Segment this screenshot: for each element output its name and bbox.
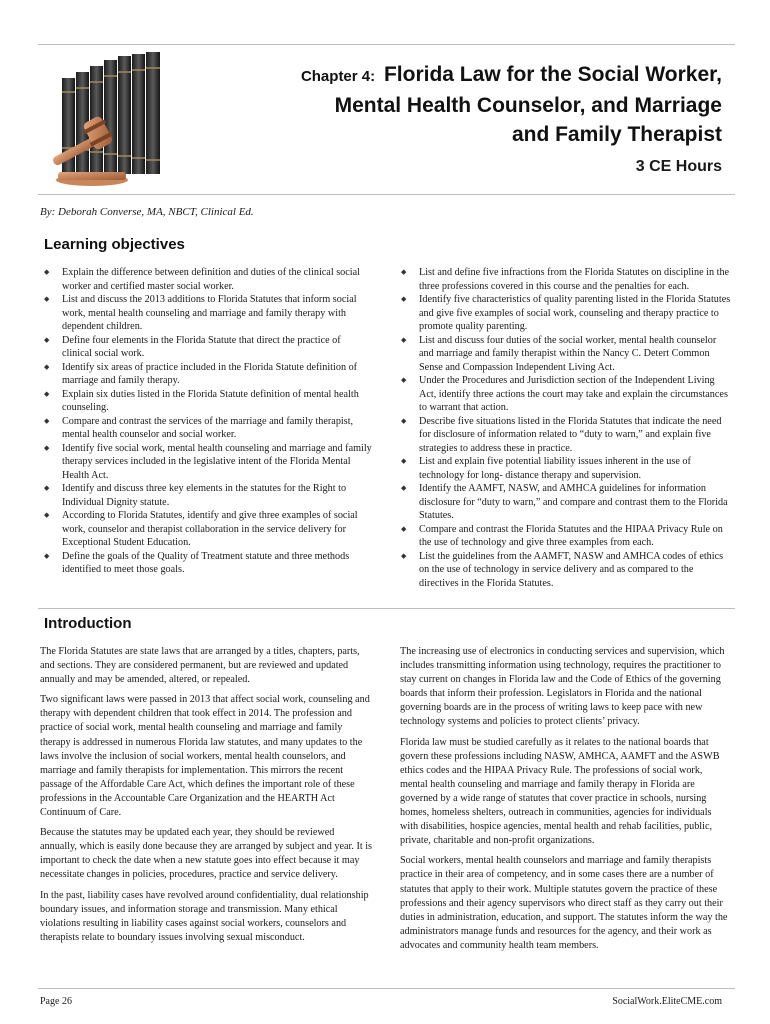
books-and-gavel-icon bbox=[40, 48, 180, 188]
diamond-bullet-icon: ◆ bbox=[401, 376, 407, 384]
list-item: ◆ List and explain five potential liability issues inherent in the use of technology for long- distance therapy and supervision. bbox=[401, 456, 691, 481]
introduction-column-right bbox=[400, 645, 730, 959]
diamond-bullet-icon: ◆ bbox=[44, 551, 50, 560]
site-name: SocialWork.EliteCME.com bbox=[612, 996, 722, 1007]
chapter-label: Chapter 4: bbox=[300, 68, 376, 85]
list-item: ◆ Identify six areas of practice included in the Florida Statute definition of marriage and family therapy. bbox=[44, 361, 358, 386]
diamond-bullet-icon: ◆ bbox=[44, 443, 50, 452]
diamond-bullet-icon: ◆ bbox=[401, 416, 407, 425]
introduction-column-left bbox=[40, 645, 372, 951]
title-line-1: Florida Law for the Social Worker, bbox=[383, 63, 722, 86]
list-item: ◆ List and discuss the 2013 additions to Florida Statutes that inform social work, mental health counseling and marriage and family therapy with dependent children. bbox=[44, 294, 357, 332]
page-number: Page 26 bbox=[40, 996, 72, 1007]
list-item: ◆ List and discuss four duties of the social worker, mental health counselor and marriage and family therapist within the Nancy C. Detert Common Sense and Compassion Independent Living Act. bbox=[401, 334, 717, 373]
diamond-bullet-icon: ◆ bbox=[44, 511, 50, 519]
objectives-list-right bbox=[397, 266, 731, 590]
diamond-bullet-icon: ◆ bbox=[44, 268, 50, 276]
diamond-bullet-icon: ◆ bbox=[401, 484, 407, 492]
paragraph: In the past, liability cases have revolved around confidentiality, dual relationship boundary issues, and information storage and transmission. Many ethical violations resulting in liability cases against social workers, counselors and therapists relate to boundary issues involving sexual misconduct. bbox=[40, 889, 369, 943]
list-item: ◆ According to Florida Statutes, identify and give three examples of social work, counselor and therapist collaboration in the service delivery for Exceptional Student Education. bbox=[44, 510, 358, 548]
list-item: ◆ List and define five infractions from the Florida Statutes on discipline in the three professions covered in this course and the penalties for each. bbox=[401, 267, 730, 292]
paragraph: Social workers, mental health counselors and marriage and family therapists practice in their area of competency, and in some cases there are a number of statutes that apply to their work. Multiple statutes govern the practice of these professions and their agency supervisors who direct staff as they carry out their duties in administration, education, and support. The statutes inform the way the administrators manage funds and resources for the agency, and their work as advocates and community health team members. bbox=[400, 855, 728, 951]
diamond-bullet-icon: ◆ bbox=[44, 389, 50, 398]
list-item: ◆ Define the goals of the Quality of Treatment statute and three methods identified to meet those goals. bbox=[44, 550, 350, 575]
paragraph: Because the statutes may be updated each year, they should be reviewed annually, which is easily done because they are arranged by subject and year. It is important to check the date when a new statute goes into effect because it may necessitate changes in policies, procedures, practice and service delivery. bbox=[40, 827, 373, 881]
top-rule bbox=[38, 44, 735, 45]
title-line-3: and Family Therapist bbox=[511, 123, 722, 146]
diamond-bullet-icon: ◆ bbox=[44, 484, 50, 492]
footer-rule bbox=[38, 988, 735, 989]
paragraph: The increasing use of electronics in conducting services and supervision, which includes transmitting information using technology, requires the practitioner to stay current on changes in Florida law and the Code of Ethics of the governing boards that inform their profession. Legislators in Florida and the national governing boards are in the process of writing laws to keep pace with new technology systems and policies to protect clients’ privacy. bbox=[400, 646, 725, 728]
list-item: ◆ Identify five social work, mental health counseling and marriage and family therapy services included in the legislative intent of the Florida Mental Health Act. bbox=[44, 442, 372, 481]
list-item: ◆ Identify five characteristics of quality parenting listed in the Florida Statutes and give five examples of social work, counseling and therapy practice to promote quality parenting. bbox=[401, 294, 731, 332]
section-rule bbox=[38, 608, 735, 609]
paragraph: The Florida Statutes are state laws that are arranged by a titles, chapters, parts, and sections. They are considered permanent, but are reviewed and updated annually and may be amended, altered, or repealed. bbox=[40, 646, 360, 686]
author-byline: By: Deborah Converse, MA, NBCT, Clinical Ed. bbox=[40, 206, 254, 218]
diamond-bullet-icon: ◆ bbox=[44, 416, 50, 425]
paragraph: Florida law must be studied carefully as it relates to the national boards that govern these professions including NASW, AMHCA, AAMFT and the ASWB ethics codes and the HIPAA Privacy Rule. The professions of social work, mental health counseling and marriage and family therapy in Florida are governed by a wide range of statutes that cover practice in schools, nursing homes, homeless shelters, outreach in communities, agencies for individuals with disabilities, hospice agencies, mental health and rehab facilities, public, private, charitable and non-profit organizations. bbox=[400, 736, 720, 847]
list-item: ◆ Compare and contrast the services of the marriage and family therapist, mental health counselor and social worker. bbox=[44, 415, 354, 440]
list-item: ◆ Explain six duties listed in the Florida Statute definition of mental health counseling. bbox=[44, 388, 359, 413]
diamond-bullet-icon: ◆ bbox=[44, 362, 50, 371]
list-item: ◆ Compare and contrast the Florida Statutes and the HIPAA Privacy Rule on the use of technology and give three examples from each. bbox=[401, 523, 723, 548]
title-line-2: Mental Health Counselor, and Marriage bbox=[334, 94, 722, 117]
learning-objectives-heading: Learning objectives bbox=[44, 236, 185, 253]
diamond-bullet-icon: ◆ bbox=[401, 268, 407, 276]
ce-hours: 3 CE Hours bbox=[635, 158, 722, 175]
diamond-bullet-icon: ◆ bbox=[44, 335, 50, 344]
list-item: ◆ Under the Procedures and Jurisdiction section of the Independent Living Act, identify three actions the court may take and explain the circumstances to warrant that action. bbox=[401, 375, 728, 413]
diamond-bullet-icon: ◆ bbox=[401, 295, 407, 303]
list-item: ◆ Define four elements in the Florida Statute that direct the practice of clinical social work. bbox=[44, 334, 341, 359]
list-item: ◆ Explain the difference between definition and duties of the clinical social worker and certified master social worker. bbox=[44, 267, 360, 292]
objectives-list-left bbox=[40, 266, 372, 577]
paragraph: Two significant laws were passed in 2013 that affect social work, counseling and therapy with dependent children that took effect in 2014. The profession and practice of social work, mental health counseling and marriage and family therapy is addressed in numerous Florida law statutes, and many updates to the laws involve the inclusion of social workers, mental health counselors, and marriage and family therapists for implementation. This mirrors the recent passage of the Affordable Care Act, which defines the important role of these professions in the Accountable Care Organization and the HEARTH Act Continuum of Care. bbox=[40, 694, 370, 819]
chapter-title bbox=[162, 60, 722, 149]
diamond-bullet-icon: ◆ bbox=[401, 524, 407, 533]
diamond-bullet-icon: ◆ bbox=[44, 295, 50, 303]
diamond-bullet-icon: ◆ bbox=[401, 335, 407, 344]
list-item: ◆ Identify and discuss three key elements in the statutes for the Right to Individual Dignity statute. bbox=[44, 483, 347, 508]
list-item: ◆ Describe five situations listed in the Florida Statutes that indicate the need for disclosure of information related to “duty to warn,” and explain five strategies to address these in practice. bbox=[401, 415, 722, 454]
introduction-heading: Introduction bbox=[44, 615, 132, 632]
diamond-bullet-icon: ◆ bbox=[401, 551, 407, 560]
list-item: ◆ List the guidelines from the AAMFT, NASW and AMHCA codes of ethics on the use of technology in service delivery and as compared to the directives in the Florida Statutes. bbox=[401, 550, 724, 589]
header-rule bbox=[38, 194, 735, 195]
diamond-bullet-icon: ◆ bbox=[401, 457, 407, 465]
list-item: ◆ Identify the AAMFT, NASW, and AMHCA guidelines for information disclosure for “duty to warn,” and compare and contrast them to the Florida Statutes. bbox=[401, 483, 728, 521]
